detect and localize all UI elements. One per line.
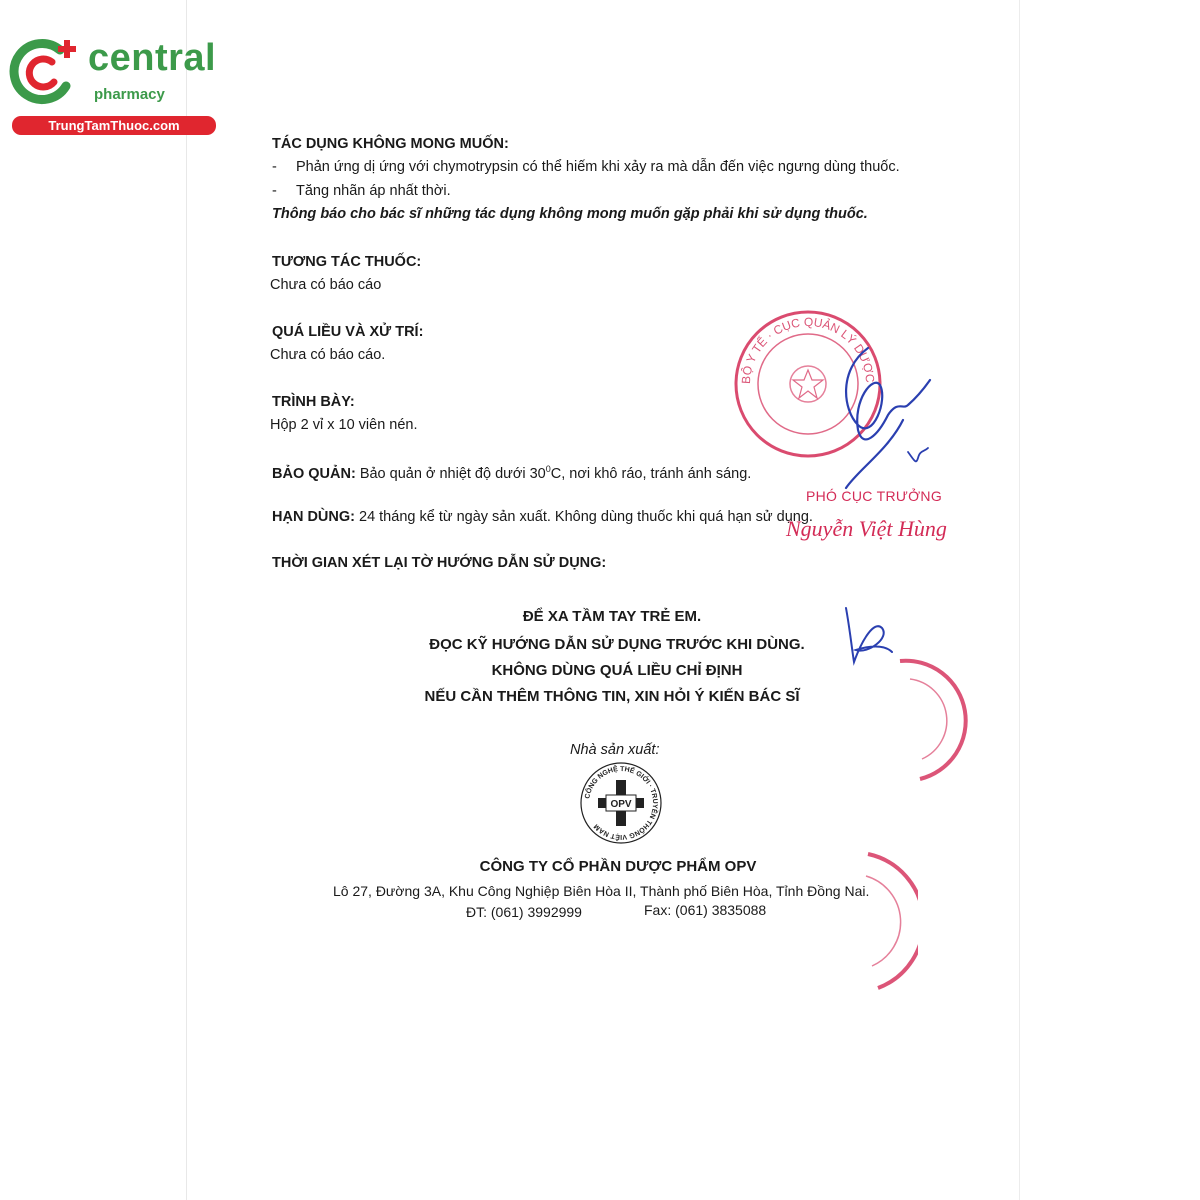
partial-stamp	[880, 655, 970, 785]
presentation-heading: TRÌNH BÀY:	[272, 394, 355, 410]
side-effect-item: Phản ứng dị ứng với chymotrypsin có thể hiếm khi xảy ra mà dẫn đến việc ngưng dùng thuốc.	[296, 159, 900, 175]
expiry-line	[272, 508, 813, 526]
side-effects-heading: TÁC DỤNG KHÔNG MONG MUỐN:	[272, 136, 509, 152]
brand-name: central	[88, 37, 217, 79]
stamp-text: BỘ Y TẾ · CỤC QUẢN LÝ DƯỢC	[738, 314, 878, 385]
brand-logo[interactable]	[8, 36, 218, 136]
brand-sub: pharmacy	[94, 86, 165, 103]
presentation-text: Hộp 2 vỉ x 10 viên nén.	[270, 417, 418, 433]
overdose-heading: QUÁ LIỀU VÀ XỬ TRÍ:	[272, 324, 424, 340]
warning-line: ĐỂ XA TẦM TAY TRẺ EM.	[522, 608, 702, 625]
company-name: CÔNG TY CỔ PHẦN DƯỢC PHẨM OPV	[479, 858, 757, 875]
interactions-text: Chưa có báo cáo	[270, 277, 382, 293]
storage-text-end: C, nơi khô ráo, tránh ánh sáng.	[550, 465, 752, 482]
storage-degree: 0	[545, 464, 551, 474]
storage-line	[272, 460, 751, 483]
company-phone: ĐT: (061) 3992999	[466, 904, 582, 920]
review-heading: THỜI GIAN XÉT LẠI TỜ HƯỚNG DẪN SỬ DỤNG:	[272, 555, 607, 571]
warning-line: KHÔNG DÙNG QUÁ LIỀU CHỈ ĐỊNH	[491, 662, 743, 679]
signature-mark	[818, 340, 958, 490]
company-stamp	[848, 848, 918, 998]
warning-line: NẾU CẦN THÊM THÔNG TIN, XIN HỎI Ý KIẾN BÁC SĨ	[424, 688, 800, 705]
interactions-heading: TƯƠNG TÁC THUỐC:	[272, 254, 422, 270]
opv-ring-text: CÔNG NGHỆ THẾ GIỚI · TRUYỀN THỐNG VIỆT NAM	[584, 765, 659, 841]
company-fax: Fax: (061) 3835088	[644, 902, 767, 918]
storage-heading: BẢO QUẢN:	[272, 465, 356, 482]
opv-mark: OPV	[610, 799, 632, 810]
brand-site[interactable]: TrungTamThuoc.com	[12, 116, 216, 135]
approval-title: PHÓ CỤC TRƯỞNG	[806, 488, 943, 504]
company-address: Lô 27, Đường 3A, Khu Công Nghiệp Biên Hòa II, Thành phố Biên Hòa, Tỉnh Đồng Nai.	[333, 883, 870, 899]
side-effect-item: Tăng nhãn áp nhất thời.	[296, 183, 451, 199]
expiry-text: 24 tháng kể từ ngày sản xuất. Không dùng thuốc khi quá hạn sử dụng.	[359, 509, 813, 525]
expiry-heading: HẠN DÙNG:	[272, 509, 355, 525]
overdose-text: Chưa có báo cáo.	[270, 347, 386, 363]
brand-c-icon	[8, 36, 88, 108]
bullet-dash: -	[272, 183, 277, 199]
bullet-dash: -	[272, 159, 277, 175]
manufacturer-label: Nhà sản xuất:	[570, 742, 660, 758]
storage-text: Bảo quản ở nhiệt độ dưới 30	[359, 465, 546, 482]
opv-logo	[578, 760, 664, 846]
side-effects-notice: Thông báo cho bác sĩ những tác dụng không mong muốn gặp phải khi sử dụng thuốc.	[272, 206, 868, 222]
warning-line: ĐỌC KỸ HƯỚNG DẪN SỬ DỤNG TRƯỚC KHI DÙNG.	[429, 636, 805, 653]
approval-signer: Nguyễn Việt Hùng	[786, 516, 947, 541]
